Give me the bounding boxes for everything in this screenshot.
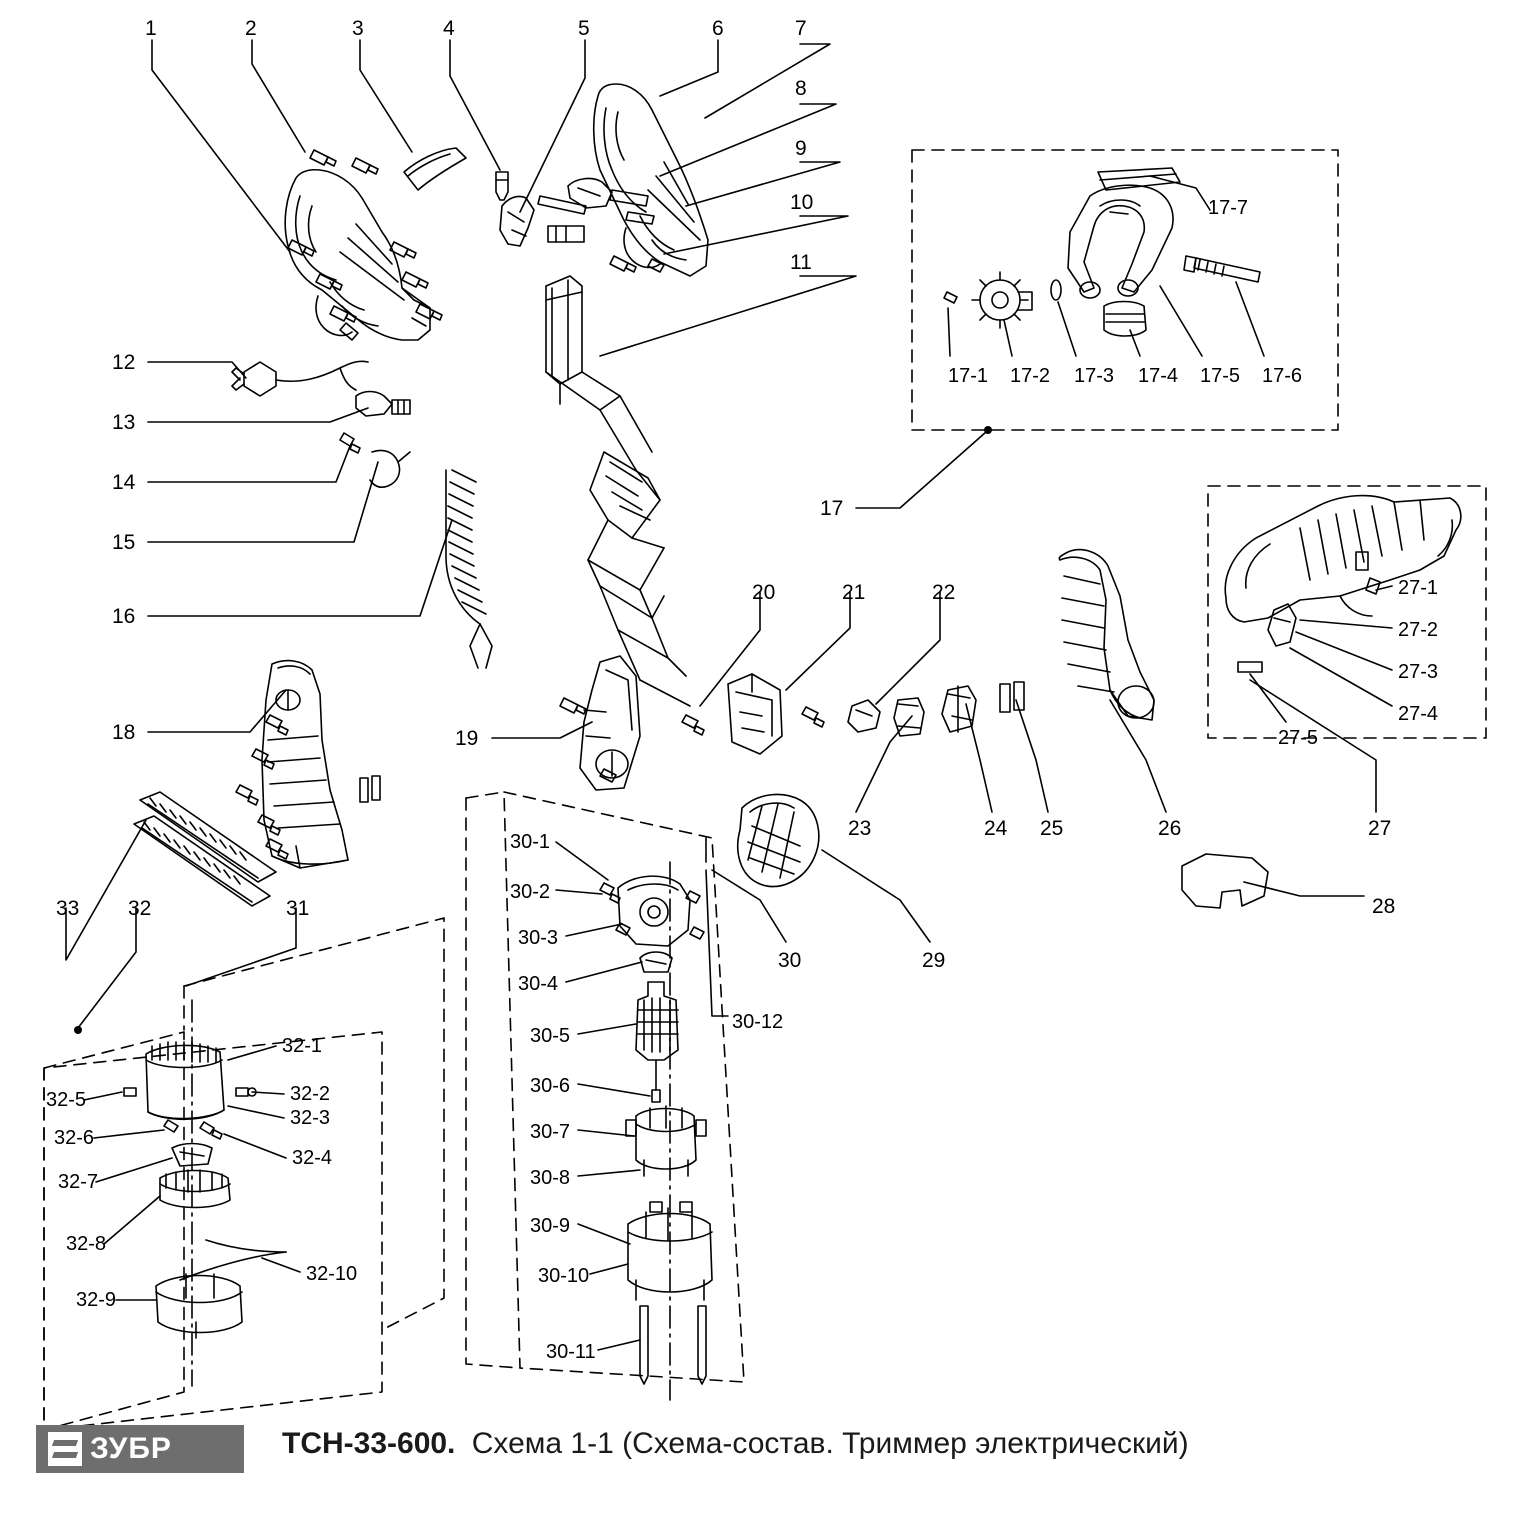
callout-number-32: 32-5 (46, 1089, 87, 1111)
callout-number-32: 32-9 (76, 1289, 117, 1311)
callout-number: 9 (795, 137, 807, 160)
callout-number-30: 30-8 (530, 1167, 571, 1189)
callout-number-32: 32-6 (54, 1127, 95, 1149)
callout-number: 2 (245, 17, 257, 40)
callout-number: 16 (112, 605, 136, 628)
callout-number-27: 27-3 (1398, 661, 1439, 683)
callout-number-32: 32-4 (292, 1147, 333, 1169)
callout-number: 26 (1158, 817, 1182, 840)
callout-number: 32 (128, 897, 152, 920)
callout-number: 31 (286, 897, 310, 920)
model-number: TCH-33-600. (282, 1427, 456, 1460)
callout-number: 29 (922, 949, 946, 972)
callout-number-30: 30-9 (530, 1215, 571, 1237)
callout-number: 19 (455, 727, 479, 750)
callout-number-30: 30-1 (510, 831, 551, 853)
callout-number-17: 17-1 (948, 365, 989, 387)
callout-number: 23 (848, 817, 872, 840)
callout-number-30: 30-5 (530, 1025, 571, 1047)
callout-number-27: 27-4 (1398, 703, 1439, 725)
callout-number-32: 32-2 (290, 1083, 331, 1105)
callout-number: 11 (790, 251, 812, 274)
callout-number: 18 (112, 721, 136, 744)
callout-number-32: 32-10 (306, 1263, 358, 1285)
callout-number-30: 30-4 (518, 973, 559, 995)
brand-logo (36, 1425, 244, 1473)
callout-number-17: 17-2 (1010, 365, 1051, 387)
callout-number: 10 (790, 191, 814, 214)
callout-number-32: 32-3 (290, 1107, 331, 1129)
callout-number: 28 (1372, 895, 1396, 918)
caption-text: Схема 1-1 (Схема-состав. Триммер электрический) (471, 1427, 1189, 1460)
callout-number-32: 32-7 (58, 1171, 99, 1193)
callout-number: 4 (443, 17, 455, 40)
zubr-arrow-icon (48, 1432, 82, 1466)
callout-number: 7 (795, 17, 807, 40)
callout-number: 1 (145, 17, 157, 40)
callout-number: 30 (778, 949, 802, 972)
diagram-footer (0, 1403, 1513, 1513)
callout-number-30: 30-10 (538, 1265, 590, 1287)
callout-number: 15 (112, 531, 136, 554)
callout-number: 33 (56, 897, 80, 920)
callout-number: 22 (932, 581, 956, 604)
callout-number-30: 30-6 (530, 1075, 571, 1097)
callout-number-32: 32-1 (282, 1035, 323, 1057)
callout-number: 5 (578, 17, 590, 40)
callout-number: 21 (842, 581, 866, 604)
callout-number-30: 30-12 (732, 1011, 784, 1033)
callout-number: 12 (112, 351, 136, 374)
callout-number: 20 (752, 581, 776, 604)
callout-number-17: 17-3 (1074, 365, 1115, 387)
callout-number-27: 27-1 (1398, 577, 1439, 599)
callout-number-32: 32-8 (66, 1233, 107, 1255)
callout-number: 6 (712, 17, 724, 40)
callout-number-17: 17-5 (1200, 365, 1241, 387)
callout-number-30: 30-7 (530, 1121, 571, 1143)
callout-number: 13 (112, 411, 136, 434)
callout-number: 14 (112, 471, 136, 494)
callout-number-30: 30-2 (510, 881, 551, 903)
brand-name: ЗУБР (90, 1432, 172, 1465)
callout-number-30: 30-11 (546, 1341, 596, 1363)
callout-number: 17 (820, 497, 844, 520)
diagram-caption (282, 1427, 1189, 1461)
callout-number-27: 27-2 (1398, 619, 1439, 641)
callout-number: 27 (1368, 817, 1392, 840)
callout-number: 3 (352, 17, 364, 40)
callout-number-17: 17-4 (1138, 365, 1179, 387)
callout-number-17: 17-7 (1208, 197, 1249, 219)
callout-number: 25 (1040, 817, 1064, 840)
callout-number-27: 27-5 (1278, 727, 1319, 749)
callout-number-30: 30-3 (518, 927, 559, 949)
callout-number: 8 (795, 77, 807, 100)
callout-number-17: 17-6 (1262, 365, 1303, 387)
callout-number: 24 (984, 817, 1008, 840)
